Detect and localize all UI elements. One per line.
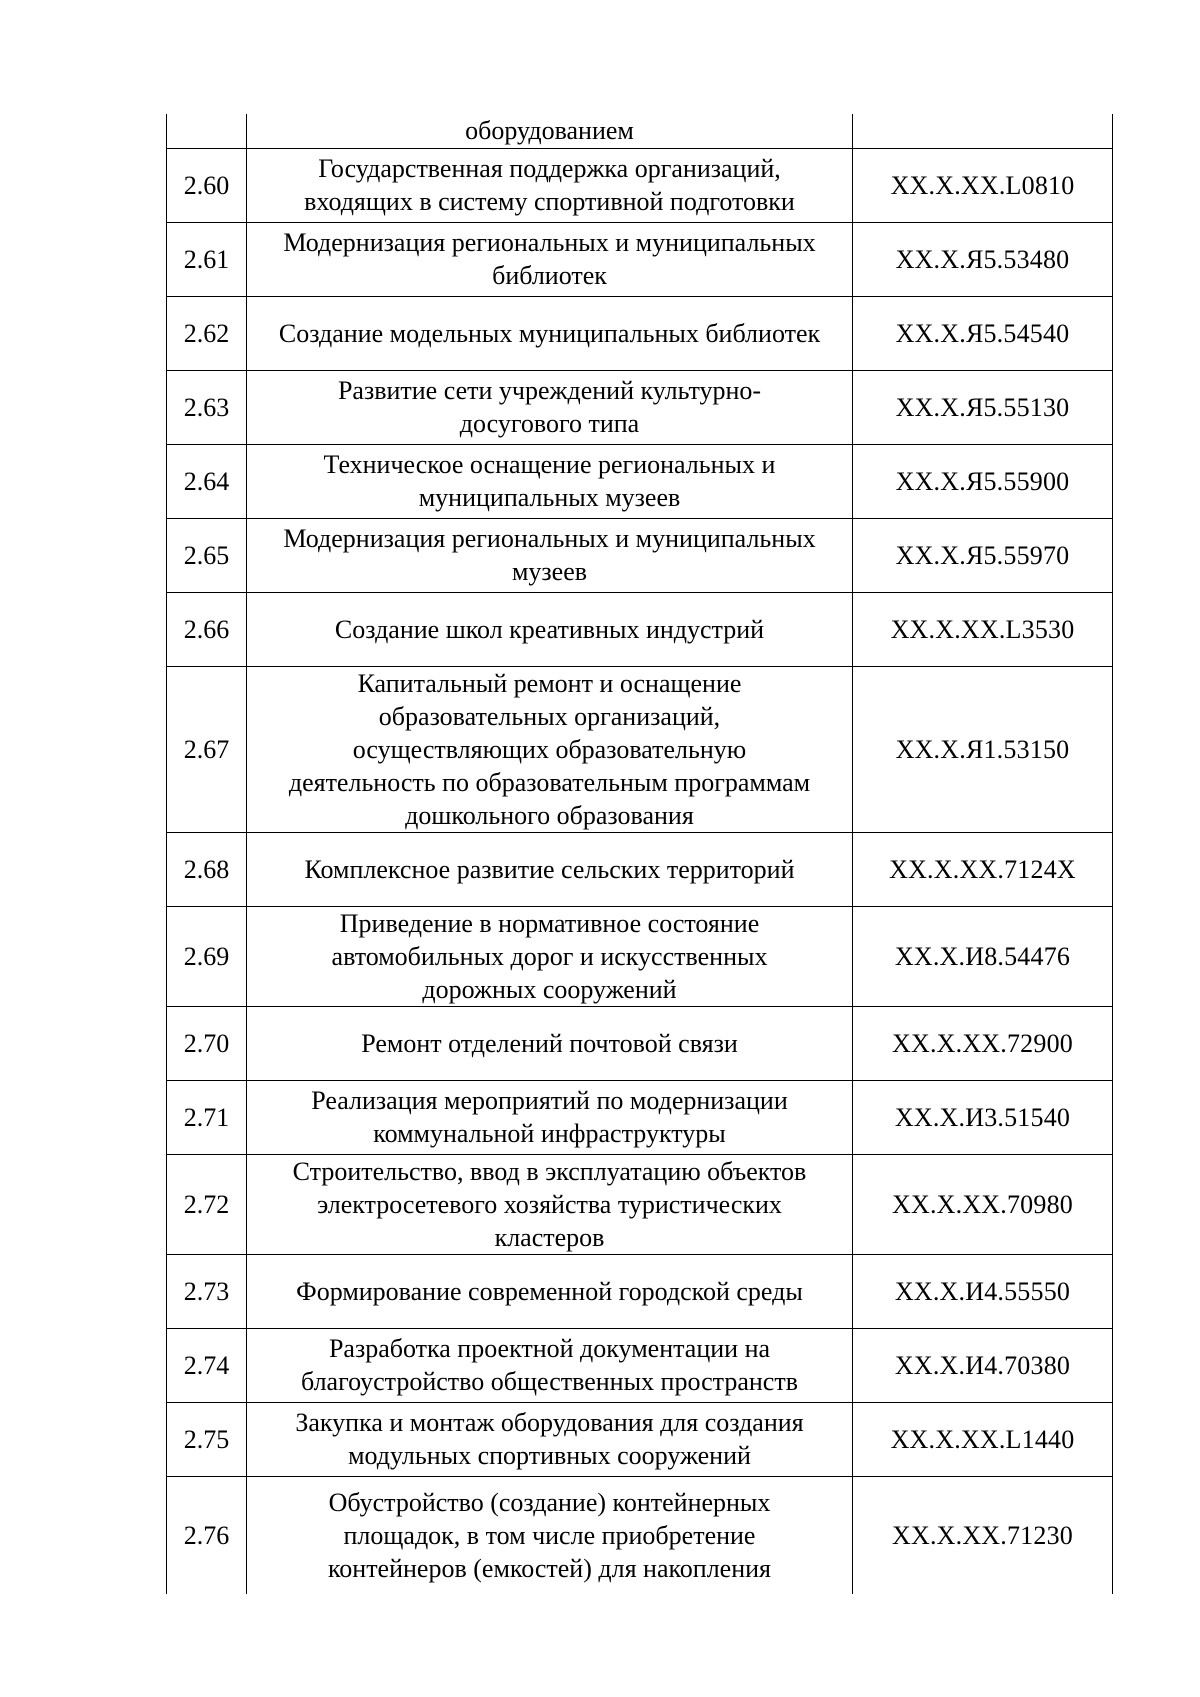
row-name: Формирование современной городской среды (247, 1254, 853, 1328)
row-code: XX.X.И4.70380 (853, 1328, 1113, 1402)
table-row (167, 1254, 1113, 1328)
budget-code-table (166, 114, 1113, 1594)
table-row (167, 114, 1113, 148)
row-code: XX.X.XX.72900 (853, 1006, 1113, 1080)
row-number: 2.72 (167, 1154, 247, 1254)
row-name: Реализация мероприятий по модернизации коммунальной инфраструктуры (247, 1080, 853, 1154)
row-number: 2.76 (167, 1476, 247, 1594)
row-number: 2.62 (167, 296, 247, 370)
table-row (167, 832, 1113, 906)
row-name: Модернизация региональных и муниципальных музеев (247, 518, 853, 592)
row-number: 2.66 (167, 592, 247, 666)
row-name: Обустройство (создание) контейнерных площадок, в том числе приобретение контейнеров (емкостей) для накопления (247, 1476, 853, 1594)
row-code: XX.X.XX.71230 (853, 1476, 1113, 1594)
row-name: Развитие сети учреждений культурно- досугового типа (247, 370, 853, 444)
row-code: XX.X.Я5.53480 (853, 222, 1113, 296)
row-code: XX.X.XX.L1440 (853, 1402, 1113, 1476)
row-name: Приведение в нормативное состояние автомобильных дорог и искусственных дорожных сооружений (247, 906, 853, 1006)
row-name: Ремонт отделений почтовой связи (247, 1006, 853, 1080)
table-row (167, 1080, 1113, 1154)
row-number (167, 114, 247, 148)
row-code: XX.X.И3.51540 (853, 1080, 1113, 1154)
row-code: XX.X.И4.55550 (853, 1254, 1113, 1328)
row-code (853, 114, 1113, 148)
row-number: 2.68 (167, 832, 247, 906)
row-name: Создание школ креативных индустрий (247, 592, 853, 666)
table-row (167, 444, 1113, 518)
table-row (167, 1402, 1113, 1476)
table-row (167, 148, 1113, 222)
row-name: Модернизация региональных и муниципальных библиотек (247, 222, 853, 296)
row-name: Строительство, ввод в эксплуатацию объектов электросетевого хозяйства туристических кластеров (247, 1154, 853, 1254)
row-number: 2.63 (167, 370, 247, 444)
table-row (167, 518, 1113, 592)
row-code: XX.X.XX.70980 (853, 1154, 1113, 1254)
row-number: 2.61 (167, 222, 247, 296)
row-name: Закупка и монтаж оборудования для создания модульных спортивных сооружений (247, 1402, 853, 1476)
table-row (167, 592, 1113, 666)
row-number: 2.69 (167, 906, 247, 1006)
row-number: 2.74 (167, 1328, 247, 1402)
row-number: 2.60 (167, 148, 247, 222)
row-number: 2.73 (167, 1254, 247, 1328)
row-code: XX.X.И8.54476 (853, 906, 1113, 1006)
row-number: 2.71 (167, 1080, 247, 1154)
row-code: XX.X.XX.L0810 (853, 148, 1113, 222)
row-code: XX.X.Я1.53150 (853, 666, 1113, 832)
row-name: оборудованием (247, 114, 853, 148)
table-row (167, 222, 1113, 296)
row-number: 2.75 (167, 1402, 247, 1476)
row-name: Государственная поддержка организаций, входящих в систему спортивной подготовки (247, 148, 853, 222)
row-name: Техническое оснащение региональных и муниципальных музеев (247, 444, 853, 518)
row-code: XX.X.Я5.55970 (853, 518, 1113, 592)
table-row (167, 296, 1113, 370)
row-name: Капитальный ремонт и оснащение образовательных организаций, осуществляющих образовательную деятельность по образовательным программам дошкольного образования (247, 666, 853, 832)
row-name: Создание модельных муниципальных библиотек (247, 296, 853, 370)
table-row (167, 666, 1113, 832)
row-number: 2.64 (167, 444, 247, 518)
table-row (167, 1328, 1113, 1402)
row-number: 2.65 (167, 518, 247, 592)
row-code: XX.X.Я5.55130 (853, 370, 1113, 444)
row-number: 2.70 (167, 1006, 247, 1080)
table-row (167, 1476, 1113, 1594)
row-code: XX.X.Я5.55900 (853, 444, 1113, 518)
row-name: Разработка проектной документации на благоустройство общественных пространств (247, 1328, 853, 1402)
table-row (167, 906, 1113, 1006)
row-code: XX.X.Я5.54540 (853, 296, 1113, 370)
row-code: XX.X.XX.7124X (853, 832, 1113, 906)
table-row (167, 1006, 1113, 1080)
row-name: Комплексное развитие сельских территорий (247, 832, 853, 906)
row-code: XX.X.XX.L3530 (853, 592, 1113, 666)
table-row (167, 370, 1113, 444)
table-row (167, 1154, 1113, 1254)
row-number: 2.67 (167, 666, 247, 832)
